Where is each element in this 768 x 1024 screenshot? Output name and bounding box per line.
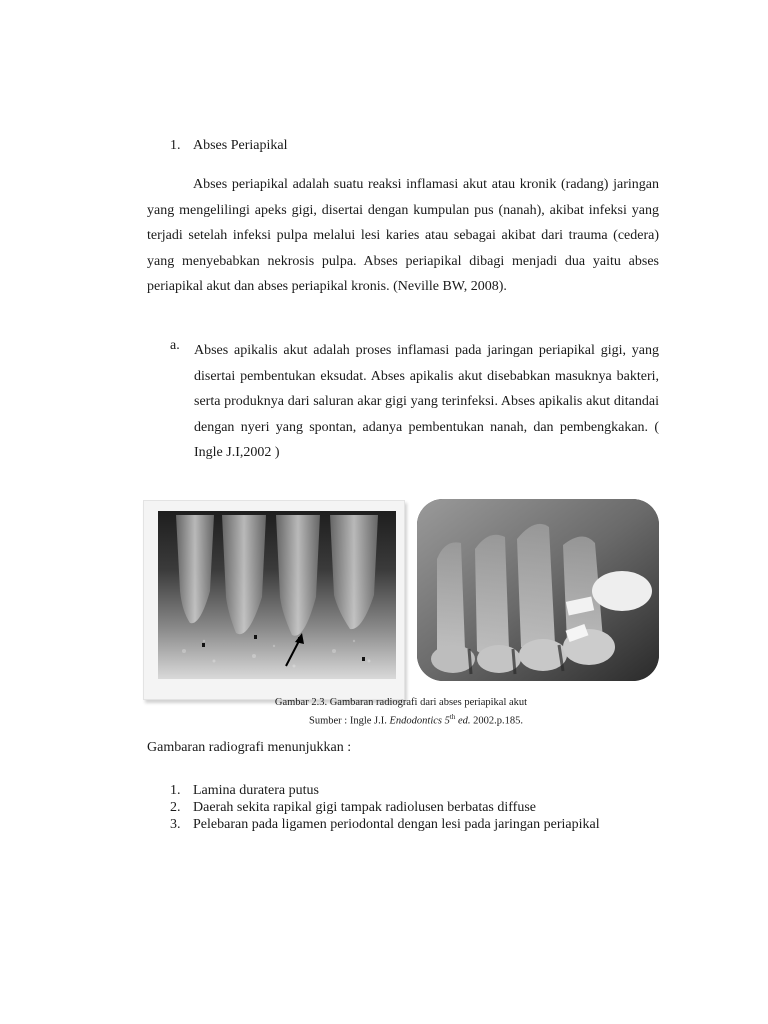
list-item-text: Pelebaran pada ligamen periodontal dengan lesi pada jaringan periapikal xyxy=(193,817,600,832)
section-title: Abses Periapikal xyxy=(193,138,288,153)
figure-caption xyxy=(143,696,659,729)
list-item xyxy=(170,816,600,833)
radiograph-right-drawing xyxy=(417,499,659,681)
item-a-marker: a. xyxy=(170,338,180,353)
caption-book-title: Endodontics 5 xyxy=(389,715,450,727)
findings-list xyxy=(170,782,600,833)
radiograph-left-drawing xyxy=(144,501,405,700)
list-item xyxy=(170,782,600,799)
list-item xyxy=(170,799,600,816)
caption-line-2 xyxy=(143,710,659,729)
caption-edition-sup: th xyxy=(449,713,456,721)
caption-source-prefix: Sumber : Ingle J.I. xyxy=(309,715,390,727)
radiograph-left xyxy=(143,500,405,700)
list-item-text: Lamina duratera putus xyxy=(193,783,319,798)
caption-edition-label: ed. xyxy=(455,715,471,727)
list-item-number: 3. xyxy=(170,817,181,832)
list-item-text: Daerah sekita rapikal gigi tampak radiolusen berbatas diffuse xyxy=(193,800,537,815)
caption-source-suffix: 2002.p.185. xyxy=(470,715,523,727)
section-number: 1. xyxy=(170,138,181,153)
list-item-number: 1. xyxy=(170,783,181,798)
intro-paragraph: Abses periapikal adalah suatu reaksi inflamasi akut atau kronik (radang) jaringan yang mengelilingi apeks gigi, disertai dengan kumpulan pus (nanah), akibat infeksi yang terjadi setelah infeksi pulpa melalui lesi karies atau sebagai akibat dari trauma (cedera) yang menyebabkan nekrosis pulpa. Abses periapikal dibagi menjadi dua yaitu abses periapikal akut dan abses periapikal kronis. (Neville BW, 2008). xyxy=(147,177,659,294)
list-item-number: 2. xyxy=(170,800,181,815)
caption-line-1: Gambar 2.3. Gambaran radiografi dari abses periapikal akut xyxy=(274,697,528,708)
item-a-text: Abses apikalis akut adalah proses inflamasi pada jaringan periapikal gigi, yang disertai pembentukan eksudat. Abses apikalis akut disebabkan masuknya bakteri, serta produknya dari saluran akar gigi yang terinfeksi. Abses apikalis akut ditandai dengan nyeri yang spontan, adanya pembentukan nanah, dan pembengkakan. ( Ingle J.I,2002 ) xyxy=(194,343,659,460)
radiograph-right xyxy=(417,499,659,681)
section-heading xyxy=(170,138,287,154)
radiograph-heading: Gambaran radiografi menunjukkan : xyxy=(147,740,352,755)
